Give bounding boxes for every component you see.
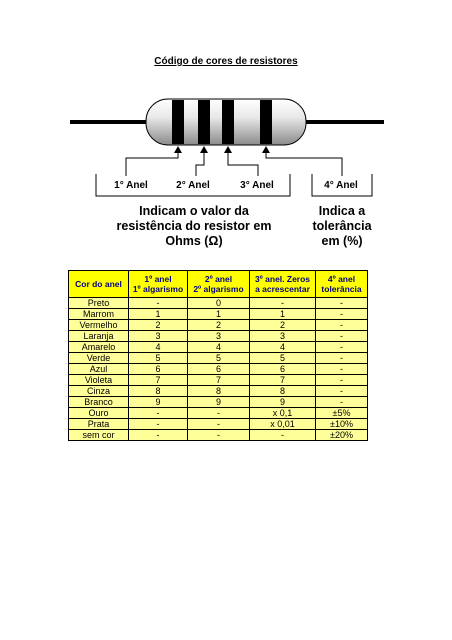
cell-digit-2: 9: [188, 397, 250, 408]
color-band-4: [260, 100, 272, 144]
cell-tolerance: -: [316, 298, 368, 309]
page-title: Código de cores de resistores: [154, 56, 298, 67]
color-band-2: [198, 100, 210, 144]
table-row: [69, 430, 368, 441]
cell-color: Branco: [69, 397, 129, 408]
table-row: [69, 331, 368, 342]
cell-multiplier: 9: [250, 397, 316, 408]
cell-multiplier: 4: [250, 342, 316, 353]
pointer-line-2: [196, 153, 204, 176]
value-note-line-2: resistência do resistor em: [116, 219, 272, 233]
header-color: Cor do anel: [69, 271, 129, 298]
cell-digit-1: 3: [129, 331, 188, 342]
cell-color: Vermelho: [69, 320, 129, 331]
cell-color: Preto: [69, 298, 129, 309]
cell-tolerance: -: [316, 331, 368, 342]
table-row: [69, 298, 368, 309]
cell-multiplier: 1: [250, 309, 316, 320]
cell-tolerance: -: [316, 364, 368, 375]
cell-multiplier: x 0,01: [250, 419, 316, 430]
value-note-line-3: Ohms (Ω): [165, 234, 223, 248]
table-row: [69, 386, 368, 397]
cell-tolerance: ±10%: [316, 419, 368, 430]
cell-digit-1: 7: [129, 375, 188, 386]
tolerance-note-line-1: Indica a: [318, 204, 366, 218]
cell-digit-2: -: [188, 408, 250, 419]
cell-digit-1: 8: [129, 386, 188, 397]
value-note: [98, 204, 290, 249]
tolerance-note-line-3: em (%): [321, 234, 363, 248]
cell-multiplier: -: [250, 430, 316, 441]
tolerance-note: [302, 204, 382, 249]
cell-digit-2: 4: [188, 342, 250, 353]
cell-color: Prata: [69, 419, 129, 430]
arrow-band-4: [262, 146, 270, 153]
cell-digit-2: 3: [188, 331, 250, 342]
cell-multiplier: 3: [250, 331, 316, 342]
cell-digit-2: 6: [188, 364, 250, 375]
cell-multiplier: -: [250, 298, 316, 309]
arrow-band-3: [224, 146, 232, 153]
cell-digit-2: -: [188, 419, 250, 430]
cell-tolerance: -: [316, 353, 368, 364]
table-row: [69, 408, 368, 419]
cell-digit-1: 1: [129, 309, 188, 320]
cell-color: Verde: [69, 353, 129, 364]
cell-multiplier: 7: [250, 375, 316, 386]
cell-tolerance: -: [316, 397, 368, 408]
pointer-line-1: [126, 153, 178, 176]
cell-tolerance: -: [316, 342, 368, 353]
cell-tolerance: -: [316, 375, 368, 386]
cell-digit-1: 6: [129, 364, 188, 375]
header-band-4: 4º anel tolerância: [316, 271, 368, 298]
value-note-line-1: Indicam o valor da: [139, 204, 249, 218]
cell-color: sem cor: [69, 430, 129, 441]
cell-digit-1: -: [129, 419, 188, 430]
cell-multiplier: 6: [250, 364, 316, 375]
table-row: [69, 375, 368, 386]
cell-digit-1: 9: [129, 397, 188, 408]
header-band-1: 1º anel 1º algarismo: [129, 271, 188, 298]
cell-color: Marrom: [69, 309, 129, 320]
cell-digit-2: -: [188, 430, 250, 441]
cell-digit-2: 8: [188, 386, 250, 397]
pointer-line-4: [266, 153, 342, 176]
cell-color: Ouro: [69, 408, 129, 419]
table-row: [69, 309, 368, 320]
cell-color: Cinza: [69, 386, 129, 397]
cell-tolerance: -: [316, 320, 368, 331]
color-code-table: [68, 270, 368, 441]
cell-digit-1: 2: [129, 320, 188, 331]
cell-digit-1: -: [129, 430, 188, 441]
table-row: [69, 320, 368, 331]
cell-color: Violeta: [69, 375, 129, 386]
cell-digit-1: -: [129, 298, 188, 309]
cell-digit-2: 7: [188, 375, 250, 386]
cell-multiplier: 8: [250, 386, 316, 397]
cell-tolerance: -: [316, 309, 368, 320]
cell-color: Amarelo: [69, 342, 129, 353]
label-band-2: 2° Anel: [176, 180, 210, 191]
cell-digit-1: -: [129, 408, 188, 419]
cell-digit-2: 1: [188, 309, 250, 320]
table-row: [69, 364, 368, 375]
header-band-3: 3º anel. Zeros a acrescentar: [250, 271, 316, 298]
cell-multiplier: 5: [250, 353, 316, 364]
cell-digit-2: 0: [188, 298, 250, 309]
table-header-row: [69, 271, 368, 298]
cell-multiplier: x 0,1: [250, 408, 316, 419]
cell-color: Laranja: [69, 331, 129, 342]
tolerance-note-line-2: tolerância: [312, 219, 372, 233]
header-band-2: 2º anel 2º algarismo: [188, 271, 250, 298]
label-band-3: 3° Anel: [240, 180, 274, 191]
cell-digit-1: 4: [129, 342, 188, 353]
cell-digit-1: 5: [129, 353, 188, 364]
arrow-band-1: [174, 146, 182, 153]
label-band-1: 1° Anel: [114, 180, 148, 191]
cell-multiplier: 2: [250, 320, 316, 331]
cell-color: Azul: [69, 364, 129, 375]
cell-digit-2: 2: [188, 320, 250, 331]
table-row: [69, 397, 368, 408]
color-band-3: [222, 100, 234, 144]
cell-tolerance: -: [316, 386, 368, 397]
pointer-line-3: [228, 153, 258, 176]
cell-tolerance: ±5%: [316, 408, 368, 419]
table-row: [69, 342, 368, 353]
table-row: [69, 419, 368, 430]
color-band-1: [172, 100, 184, 144]
cell-tolerance: ±20%: [316, 430, 368, 441]
cell-digit-2: 5: [188, 353, 250, 364]
table-row: [69, 353, 368, 364]
label-band-4: 4° Anel: [324, 180, 358, 191]
arrow-band-2: [200, 146, 208, 153]
